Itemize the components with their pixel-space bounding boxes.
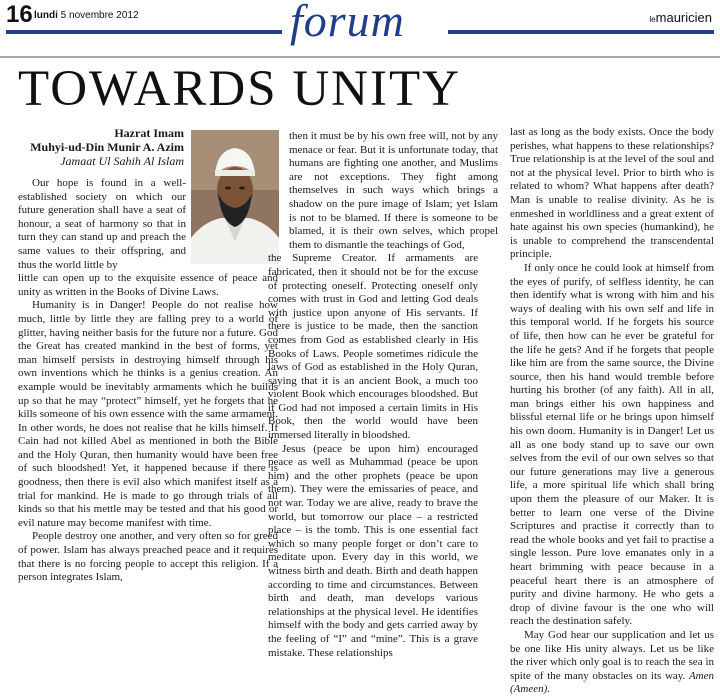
article-paragraph: Our hope is found in a well-established society on which our future generation shall have a seat of honour, a seat of harmony so that in turn they can stand up and preach the same values to their offspring, and thus the world little by [18, 177, 186, 271]
article-paragraph: little can open up to the exquisite essence of peace and unity as written in the Books of Divine Laws. [18, 272, 278, 298]
article-paragraph [510, 629, 714, 697]
closing-paragraph-text: May God hear our supplication and let us be one like His unity always. Let us be like the river which only goal is to reach the sea in spite of the many obstacles on its way. [510, 628, 714, 682]
article-paragraph: If only once he could look at himself from the eyes of purify, of selfless identity, he can then identify what is wrong with him and his ways of dealing with his own self and life in this temporal world. If he forgets his source of life, then how can he ever be grateful for the life he gets? And if he forgets that people like him are from the same source, the Divine source, then his hand would tremble before hurting his brother (of any faith). All in all, man brings either his own happiness and blissful eternal life or he brings upon himself his own doom. Humanity is in Danger! Let us all as one body stand up to save our own selves from the evil of our own selves so that our future generations may live a generous life, a more spiritual life which shall bring upon them the pleasure of our Maker. It is better to learn one verse of the Divine Scriptures and practise it correctly than to read the whole books and yet fail to practise a single lesson. Pure love emanates only in a heart brimming with peace because in a peaceful heart there is an atmosphere of purity and divine harmony. He who gets a drop of divine favour is the one who will reach the destination safely. [510, 261, 714, 628]
article-paragraph: Jesus (peace be upon him) encouraged peace as well as Muhammad (peace be upon him) and the other prophets (peace be upon them). They were the emissaries of peace, and not war. Today we are alive, ready to brave the world, but tomorrow our place – a restricted place – is the tomb. This is one essential fact which so many people forget or don’t care to meditate upon. Every day in this world, we witness birth and death. Birth and death happen according to time and circumstances. Between birth and death, man develops various relationships at the physical level. He identifies himself with the body and gets carried away by the feeling of “I” and “mine”. This is a grave mistake. These relationships [268, 442, 478, 659]
article-column-1 [18, 177, 278, 585]
issue-day: lundi [34, 10, 58, 21]
masthead-rule-left [6, 30, 282, 34]
article-paragraph: the Supreme Creator. If armaments are fabricated, then it should not be for the excuse of protecting oneself. Protecting oneself only comes with trust in God and letting God deals with justice upon anyone of His servants. If there is justice to be made, then the sanction comes from God as established clearly in His Books of Laws. People sometimes ridicule the laws of God as established in the Holy Quran, saying that it is an ancient Book, a much too violent Book which encourages bloodshed. But if God had not imposed a certain limits in His Book, then the world would have been immersed literally in bloodshed. [268, 252, 478, 442]
closing-amen: Amen (Ameen). [510, 669, 714, 696]
article-paragraph: last as long as the body exists. Once the body perishes, what happens to these relationships? True relationship is at the level of the soul and not at the physical level. Prior to birth who is related to whom? What happens after death? Man is unable to realise divinity. As he is enmeshed in worldliness and a great extent of hate against his own species (humankind), he is unable to comprehend the transcendental principle. [510, 126, 714, 261]
newspaper-logo [649, 10, 712, 25]
logo-prefix: le [649, 15, 656, 24]
article-headline: TOWARDS UNITY [18, 61, 461, 117]
article-paragraph: People destroy one another, and very often so for greed of power. Islam has always preached peace and it requires that there is no forcing people to accept this religion. If a person integrates Islam, [18, 530, 278, 584]
author-organization: Jamaat Ul Sahih Al Islam [60, 154, 184, 168]
divider [0, 56, 720, 58]
masthead-rule-right [448, 30, 714, 34]
page-number: 16 [6, 1, 33, 28]
article-column-3 [510, 126, 714, 697]
author-name: Muhyi-ud-Din Munir A. Azim [30, 140, 184, 154]
section-title: forum [290, 0, 405, 46]
author-title: Hazrat Imam [114, 126, 184, 140]
issue-date-text: 5 novembre 2012 [60, 10, 139, 21]
article-paragraph: Humanity is in Danger! People do not realise how much, little by little they are falling prey to a world of glitter, having neither basis for the future nor a future. God the Great has created mankind in the best of forms, yet man himself persists in destroying himself through his own inventions which he thinks is a genius creation. An example would be inevitably armaments which he builds up so that he may “protect” himself, yet he forgets that he kills someone of his own essence with the same armament. In other words, he does not realise that he kills himself. If Cain had not killed Abel as mentioned in both the Bible and the Holy Quran, then humanity would have been free of such bloodshed! Yet, it happened because if there is goodness, then there is evil also which manifest itself as a trial for mankind. He is made to go through trials of all kinds so that his mettle may be tested and that his good or evil nature may become manifest with time. [18, 299, 278, 529]
issue-date [34, 10, 139, 21]
masthead [0, 0, 720, 46]
byline [18, 126, 184, 168]
article-column-2 [268, 130, 498, 660]
article-paragraph: then it must be by his own free will, not by any menace or fear. But it is unfortunate today, that humans are fighting one another, and Muslims are not exceptions. They fight among themselves in such ways which brings a shadow on the pure image of Islam; yet Islam is not to be blamed. If there is someone to be blamed, it is their own selves, which propel them to dismantle the teachings of God, [289, 130, 498, 251]
logo-name: mauricien [655, 10, 712, 25]
